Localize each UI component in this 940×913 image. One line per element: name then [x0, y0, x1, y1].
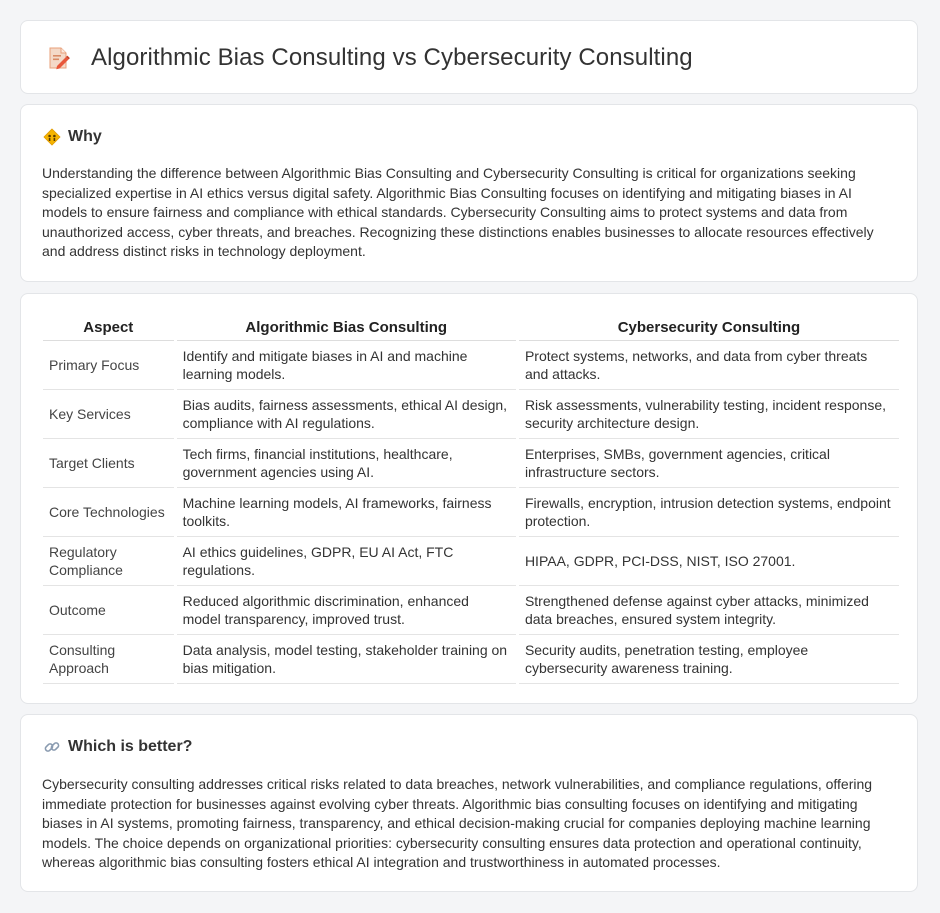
- aspect-cell: Regulatory Compliance: [43, 537, 175, 586]
- title-row: [45, 21, 693, 95]
- cyber-cell: Firewalls, encryption, intrusion detection systems, endpoint protection.: [517, 488, 899, 537]
- table-row: [43, 488, 899, 537]
- cyber-cell: HIPAA, GDPR, PCI-DSS, NIST, ISO 27001.: [517, 537, 899, 586]
- cyber-cell: Strengthened defense against cyber attacks, minimized data breaches, ensured system integrity.: [517, 586, 899, 635]
- document-pencil-icon: [45, 45, 71, 71]
- table-header-row: [43, 316, 899, 341]
- cyber-cell: Protect systems, networks, and data from cyber threats and attacks.: [517, 341, 899, 390]
- table-row: [43, 586, 899, 635]
- aspect-cell: Primary Focus: [43, 341, 175, 390]
- aspect-cell: Key Services: [43, 390, 175, 439]
- table-row: [43, 341, 899, 390]
- bias-cell: Identify and mitigate biases in AI and machine learning models.: [175, 341, 517, 390]
- bias-cell: Bias audits, fairness assessments, ethical AI design, compliance with AI regulations.: [175, 390, 517, 439]
- why-card: [20, 104, 918, 282]
- header-cybersecurity: Cybersecurity Consulting: [517, 316, 899, 341]
- why-heading-row: [43, 128, 102, 146]
- table-row: [43, 635, 899, 684]
- table-row: [43, 439, 899, 488]
- bias-cell: Reduced algorithmic discrimination, enhanced model transparency, improved trust.: [175, 586, 517, 635]
- aspect-cell: Core Technologies: [43, 488, 175, 537]
- bias-cell: Tech firms, financial institutions, healthcare, government agencies using AI.: [175, 439, 517, 488]
- comparison-card: [20, 293, 918, 704]
- better-heading-row: [43, 738, 192, 756]
- title-card: [20, 20, 918, 94]
- cyber-cell: Security audits, penetration testing, employee cybersecurity awareness training.: [517, 635, 899, 684]
- page-title: Algorithmic Bias Consulting vs Cybersecurity Consulting: [91, 44, 693, 71]
- diamond-sign-icon: [43, 128, 61, 146]
- cyber-cell: Enterprises, SMBs, government agencies, critical infrastructure sectors.: [517, 439, 899, 488]
- why-heading: Why: [68, 128, 102, 145]
- header-aspect: Aspect: [43, 316, 175, 341]
- comparison-table: [43, 316, 899, 684]
- why-paragraph: Understanding the difference between Algorithmic Bias Consulting and Cybersecurity Consulting is critical for organizations seeking specialized expertise in AI ethics versus digital safety. Algorithmic Bias Consulting focuses on identifying and mitigating biases in AI models to ensure fairness and compliance with ethical standards. Cybersecurity Consulting aims to protect systems and data from unauthorized access, cyber threats, and breaches. Recognizing these distinctions enables businesses to allocate resources effectively and address distinct risks in technology deployment.: [42, 165, 874, 259]
- cyber-cell: Risk assessments, vulnerability testing, incident response, security architecture design.: [517, 390, 899, 439]
- header-algorithmic-bias: Algorithmic Bias Consulting: [175, 316, 517, 341]
- better-heading: Which is better?: [68, 738, 193, 755]
- aspect-cell: Consulting Approach: [43, 635, 175, 684]
- aspect-cell: Target Clients: [43, 439, 175, 488]
- bias-cell: Data analysis, model testing, stakeholder training on bias mitigation.: [175, 635, 517, 684]
- bias-cell: AI ethics guidelines, GDPR, EU AI Act, FTC regulations.: [175, 537, 517, 586]
- aspect-cell: Outcome: [43, 586, 175, 635]
- better-paragraph: Cybersecurity consulting addresses critical risks related to data breaches, network vulnerabilities, and compliance regulations, offering immediate protection for businesses against evolving cyber threats. Algorithmic bias consulting focuses on identifying and mitigating biases in AI systems, promoting fairness, transparency, and ethical decision-making crucial for companies deploying machine learning models. The choice depends on organizational priorities: cybersecurity consulting ensures data protection and operational continuity, whereas algorithmic bias consulting fosters ethical AI integration and trustworthiness in automated processes.: [42, 776, 873, 870]
- bias-cell: Machine learning models, AI frameworks, fairness toolkits.: [175, 488, 517, 537]
- which-is-better-card: [20, 714, 918, 892]
- link-icon: [43, 738, 61, 756]
- table-row: [43, 537, 899, 586]
- table-row: [43, 390, 899, 439]
